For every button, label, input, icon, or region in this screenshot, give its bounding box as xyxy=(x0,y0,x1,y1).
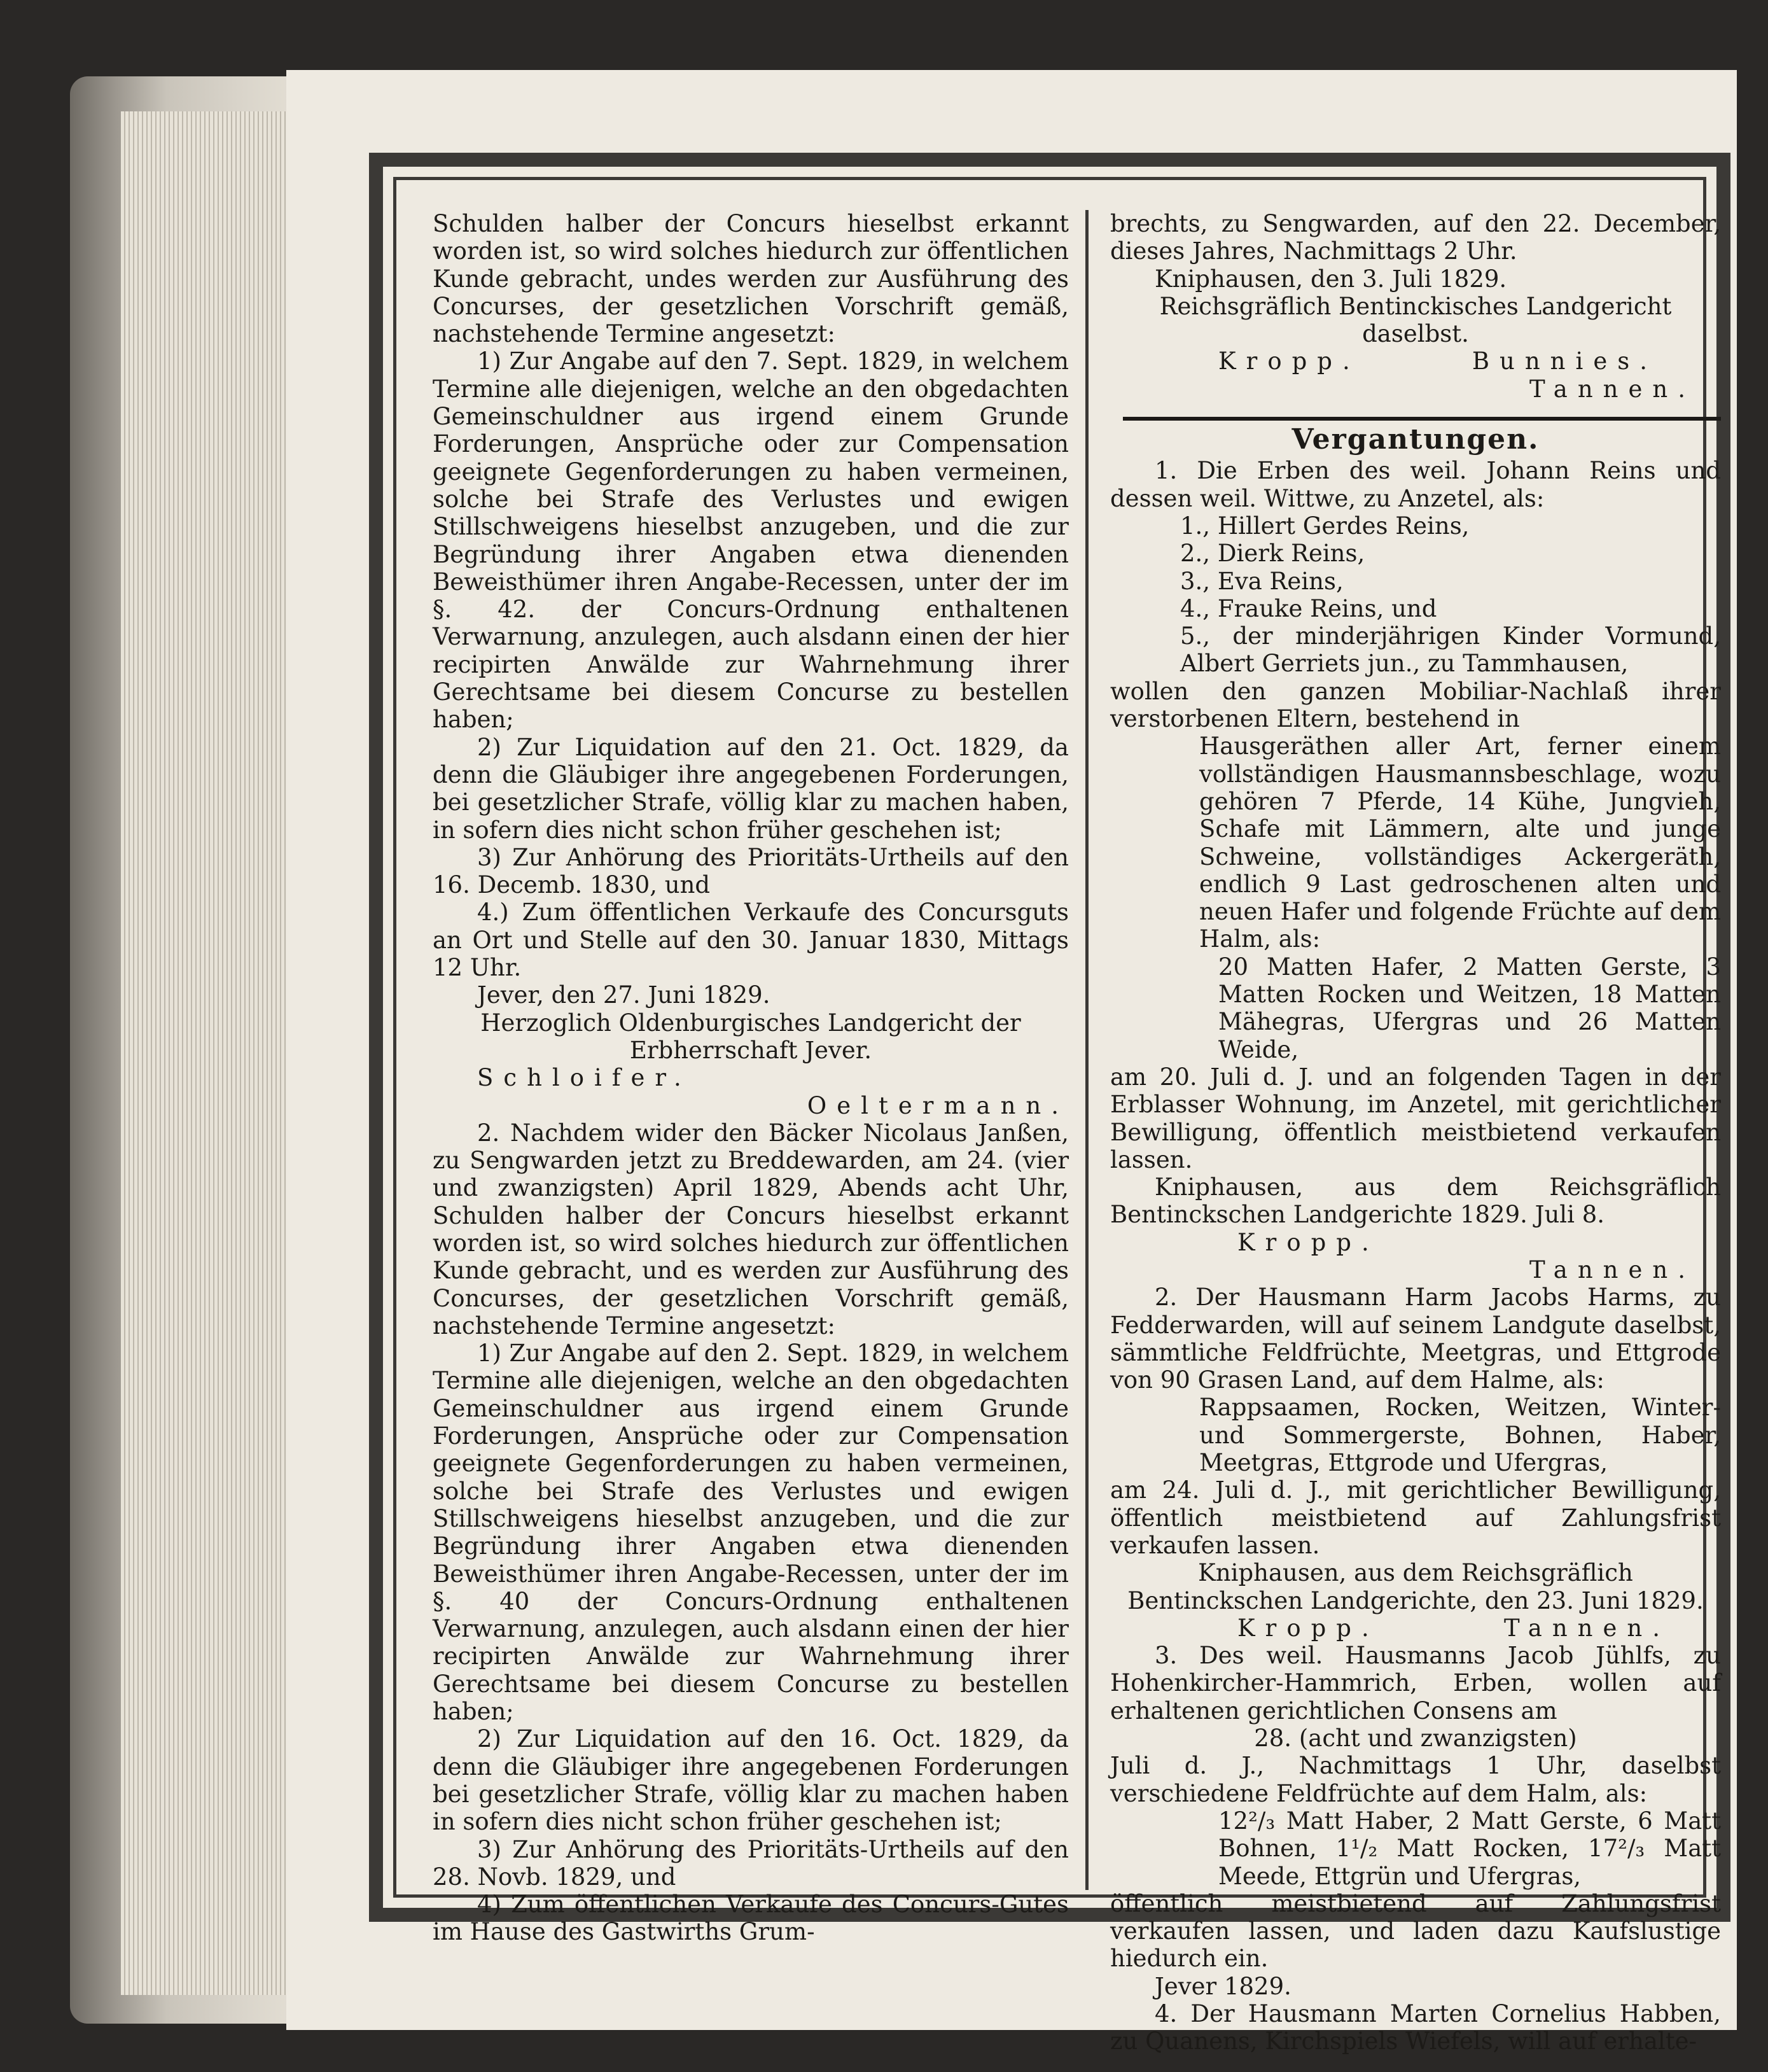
left-paragraph: Schloifer. xyxy=(477,1064,692,1092)
right-paragraph: am 20. Juli d. J. und an folgenden Tagen in der Erblasser Wohnung, im Anzetel, mit gerichtlicher Bewilligung, öffentlich meistbietend verkaufen lassen. xyxy=(1110,1063,1721,1173)
vergantung-2 xyxy=(1110,1284,1721,1614)
right-paragraph: 3., Eva Reins, xyxy=(1180,567,1344,595)
section-title: Vergantungen. xyxy=(1291,423,1540,456)
left-column xyxy=(433,210,1069,1946)
right-paragraph: Juli d. J., Nachmittags 1 Uhr, daselbst verschiedene Feldfrüchte auf dem Halm, als: xyxy=(1110,1752,1721,1807)
left-paragraph: Oeltermann. xyxy=(807,1091,1069,1119)
right-paragraph: 1. Die Erben des weil. Johann Reins und dessen weil. Wittwe, zu Anzetel, als: xyxy=(1110,457,1721,512)
left-paragraph: 1) Zur Angabe auf den 2. Sept. 1829, in welchem Termine alle diejenigen, welche an den obgedachten Gemeinschuldner aus irgend einem Grunde Forderungen, Ansprüche oder zur Compensation geeignete Gegenforderungen zu haben vermeinen, solche bei Strafe des Verlustes und ewigen Stillschweigens hieselbst anzugeben, und die zur Begründung ihrer Angaben etwa dienenden Beweisthümer ihren Angabe-Recessen, unter der im §. 40 der Concurs-Ordnung enthaltenen Verwarnung, anzulegen, auch alsdann einen der hier recipirten Anwälde zur Wahrnehmung ihrer Gerechtsame bei diesem Concurse zu bestellen haben; xyxy=(433,1340,1069,1726)
right-paragraph: am 24. Juli d. J., mit gerichtlicher Bewilligung, öffentlich meistbietend auf Zahlungsfrist verkaufen lassen. xyxy=(1110,1476,1721,1559)
left-paragraph: Herzoglich Oldenburgisches Landgericht der Erbherrschaft Jever. xyxy=(480,1009,1021,1064)
right-top-notice xyxy=(1110,210,1721,347)
right-paragraph: 2. Der Hausmann Harm Jacobs Harms, zu Fedderwarden, will auf seinem Landgute daselbst, sämmtliche Feldfrüchte, Meetgras, und Ettgrode von 90 Grasen Land, auf dem Halme, als: xyxy=(1110,1284,1721,1394)
section-rule xyxy=(1123,417,1721,421)
signer-kropp: Kropp. xyxy=(1218,347,1360,375)
right-paragraph: wollen den ganzen Mobiliar-Nachlaß ihrer verstorbenen Eltern, bestehend in xyxy=(1110,677,1721,733)
right-top-paragraph: brechts, zu Sengwarden, auf den 22. December, dieses Jahres, Nachmittags 2 Uhr. xyxy=(1110,210,1721,265)
signer-tannen: Tannen. xyxy=(1529,375,1695,403)
right-paragraph: 28. (acht und zwanzigsten) xyxy=(1254,1725,1577,1753)
signer-tannen-3: Tannen. xyxy=(1503,1614,1670,1642)
left-paragraph: 2) Zur Liquidation auf den 16. Oct. 1829, da denn die Gläubiger ihre angegebenen Forderungen bei gesetzlicher Strafe, völlig klar zu machen haben in sofern dies nicht schon früher geschehen ist; xyxy=(433,1725,1069,1836)
left-paragraph: 4.) Zum öffentlichen Verkaufe des Concursguts an Ort und Stelle auf den 30. Januar 1830, Mittags 12 Uhr. xyxy=(433,899,1069,982)
signature-row-1 xyxy=(1110,347,1721,375)
left-paragraph: 4) Zum öffentlichen Verkaufe des Concurs-Gutes im Hause des Gastwirths Grum- xyxy=(433,1891,1069,1946)
right-top-paragraph: Reichsgräflich Bentinckisches Landgericht daselbst. xyxy=(1159,292,1672,348)
right-paragraph: 4., Frauke Reins, und xyxy=(1180,594,1437,622)
right-paragraph: öffentlich meistbietend auf Zahlungsfrist verkaufen lassen, und laden dazu Kaufslustige hiedurch ein. xyxy=(1110,1889,1721,1973)
right-top-paragraph: Kniphausen, den 3. Juli 1829. xyxy=(1155,265,1507,293)
right-paragraph: 3. Des weil. Hausmanns Jacob Jühlfs, zu Hohenkircher-Hammrich, Erben, wollen auf erhaltenen gerichtlichen Consens am xyxy=(1110,1642,1721,1725)
right-paragraph: 5., der minderjährigen Kinder Vormund, Albert Gerriets jun., zu Tammhausen, xyxy=(1180,622,1721,678)
column-divider xyxy=(1085,210,1089,1890)
left-paragraph: Jever, den 27. Juni 1829. xyxy=(477,981,770,1009)
vergantung-3-4 xyxy=(1110,1642,1721,2055)
signer-bunnies: Bunnies. xyxy=(1472,347,1657,375)
right-column xyxy=(1110,210,1721,2055)
right-paragraph: 1., Hillert Gerdes Reins, xyxy=(1180,512,1470,540)
right-paragraph: Rappsaamen, Rocken, Weitzen, Winter- und Sommergerste, Bohnen, Haber, Meetgras, Ettgrode und Ufergras, xyxy=(1199,1394,1721,1477)
right-paragraph: Jever 1829. xyxy=(1155,1972,1291,2000)
vergantung-1 xyxy=(1110,457,1721,1228)
right-paragraph: Kniphausen, aus dem Reichsgräflich Bentinckschen Landgerichte 1829. Juli 8. xyxy=(1110,1173,1721,1229)
left-paragraph: 3) Zur Anhörung des Prioritäts-Urtheils auf den 28. Novb. 1829, und xyxy=(433,1835,1069,1891)
signer-kropp-3: Kropp. xyxy=(1237,1614,1379,1642)
right-paragraph: Hausgeräthen aller Art, ferner einem vollständigen Hausmannsbeschlage, wozu gehören 7 Pferde, 14 Kühe, Jungvieh, Schafe mit Lämmern, alte und junge Schweine, vollständiges Ackergeräth, endlich 9 Last gedroschenen alten und neuen Hafer und folgende Früchte auf dem Halm, als: xyxy=(1199,732,1721,953)
right-paragraph: 12²/₃ Matt Haber, 2 Matt Gerste, 6 Matt Bohnen, 1¹/₂ Matt Rocken, 17²/₃ Matt Meede, Ettgrün und Ufergras, xyxy=(1218,1807,1721,1890)
page-stack xyxy=(121,111,299,1995)
left-paragraph: 3) Zur Anhörung des Prioritäts-Urtheils auf den 16. Decemb. 1830, und xyxy=(433,843,1069,899)
left-paragraph: 1) Zur Angabe auf den 7. Sept. 1829, in welchem Termine alle diejenigen, welche an den obgedachten Gemeinschuldner aus irgend einem Grunde Forderungen, Ansprüche oder zur Compensation geeignete Gegenforderungen zu haben vermeinen, solche bei Strafe des Verlustes und ewigen Stillschweigens hieselbst anzugeben, und die zur Begründung ihrer Angaben etwa dienenden Beweisthümer ihren Angabe-Recessen, unter der im §. 42. der Concurs-Ordnung enthaltenen Verwarnung, anzulegen, auch alsdann einen der hier recipirten Anwälde zur Wahrnehmung ihrer Gerechtsame bei diesem Concurse zu bestellen haben; xyxy=(433,347,1069,734)
signature-row-3 xyxy=(1110,1614,1721,1642)
right-paragraph: 2., Dierk Reins, xyxy=(1180,540,1365,568)
right-paragraph: 20 Matten Hafer, 2 Matten Gerste, 3 Matten Rocken und Weitzen, 18 Matten Mähegras, Ufergras und 26 Matten Weide, xyxy=(1218,953,1721,1063)
right-paragraph: 4. Der Hausmann Marten Cornelius Habben, zu Quanens, Kirchspiels Wiefels, will auf erhalte- xyxy=(1110,2000,1721,2055)
left-paragraph: 2. Nachdem wider den Bäcker Nicolaus Janßen, zu Sengwarden jetzt zu Breddewarden, am 24. (vier und zwanzigsten) April 1829, Abends acht Uhr, Schulden halber der Concurs hieselbst erkannt worden ist, so wird solches hiedurch zur öffentlichen Kunde gebracht, und es werden zur Ausführung des Concurses, der gesetzlichen Vorschrift gemäß, nachstehende Termine angesetzt: xyxy=(433,1119,1069,1340)
signer-tannen-2: Tannen. xyxy=(1529,1256,1695,1284)
left-paragraph: Schulden halber der Concurs hieselbst erkannt worden ist, so wird solches hiedurch zur öffentlichen Kunde gebracht, undes werden zur Ausführung des Concurses, der gesetzlichen Vorschrift gemäß, nachstehende Termine angesetzt: xyxy=(433,210,1069,348)
left-paragraph: 2) Zur Liquidation auf den 21. Oct. 1829, da denn die Gläubiger ihre angegebenen Forderungen, bei gesetzlicher Strafe, völlig klar zu machen haben, in sofern dies nicht schon früher geschehen ist; xyxy=(433,733,1069,844)
right-paragraph: Kniphausen, aus dem Reichsgräflich Bentinckschen Landgerichte, den 23. Juni 1829. xyxy=(1127,1559,1704,1614)
signer-kropp-2: Kropp. xyxy=(1237,1228,1379,1256)
